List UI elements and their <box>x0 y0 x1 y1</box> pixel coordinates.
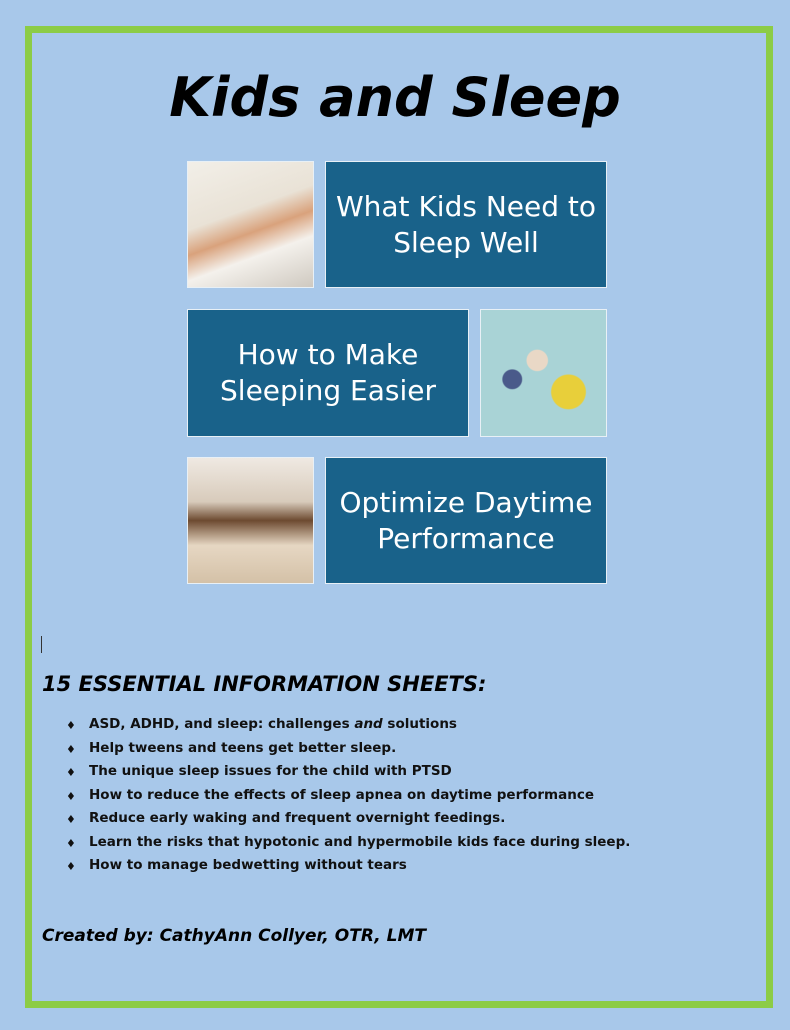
bullet-diamond-icon: ♦ <box>66 860 76 873</box>
tile-what-kids-need: What Kids Need to Sleep Well <box>325 161 607 288</box>
item-text: Reduce early waking and frequent overnight feedings. <box>89 810 506 826</box>
bullet-diamond-icon: ♦ <box>66 789 76 803</box>
page-title: Kids and Sleep <box>169 66 621 129</box>
item-text: Learn the risks that hypotonic and hypermobile kids face during sleep. <box>89 833 631 850</box>
bullet-diamond-icon: ♦ <box>66 742 76 756</box>
bullet-diamond-icon: ♦ <box>66 719 76 732</box>
list-item <box>66 740 630 764</box>
child-lying-reading-photo <box>480 309 607 437</box>
sheet-list <box>66 716 630 881</box>
tile-make-sleeping-easier: How to Make Sleeping Easier <box>187 309 469 437</box>
text-cursor <box>41 636 42 653</box>
item-text: solutions <box>382 716 457 732</box>
tile-daytime-performance: Optimize Daytime Performance <box>325 457 607 584</box>
item-text: How to manage bedwetting without tears <box>89 857 407 873</box>
list-item <box>66 716 630 740</box>
bullet-diamond-icon: ♦ <box>66 813 76 826</box>
list-item <box>66 857 630 881</box>
bullet-diamond-icon: ♦ <box>66 836 76 850</box>
child-sleeping-photo <box>187 161 314 288</box>
bullet-diamond-icon: ♦ <box>66 766 76 779</box>
item-text: How to reduce the effects of sleep apnea on daytime performance <box>89 786 594 803</box>
child-reading-book-photo <box>187 457 314 584</box>
author-credit: Created by: CathyAnn Collyer, OTR, LMT <box>42 926 426 946</box>
section-heading: 15 ESSENTIAL INFORMATION SHEETS: <box>42 672 487 696</box>
item-text: Help tweens and teens get better sleep. <box>89 739 397 756</box>
item-text: The unique sleep issues for the child with PTSD <box>89 763 452 779</box>
item-text: ASD, ADHD, and sleep: challenges <box>89 716 355 732</box>
item-emphasis: and <box>354 716 383 732</box>
list-item <box>66 763 630 787</box>
list-item <box>66 810 630 834</box>
list-item <box>66 787 630 811</box>
list-item <box>66 834 630 858</box>
